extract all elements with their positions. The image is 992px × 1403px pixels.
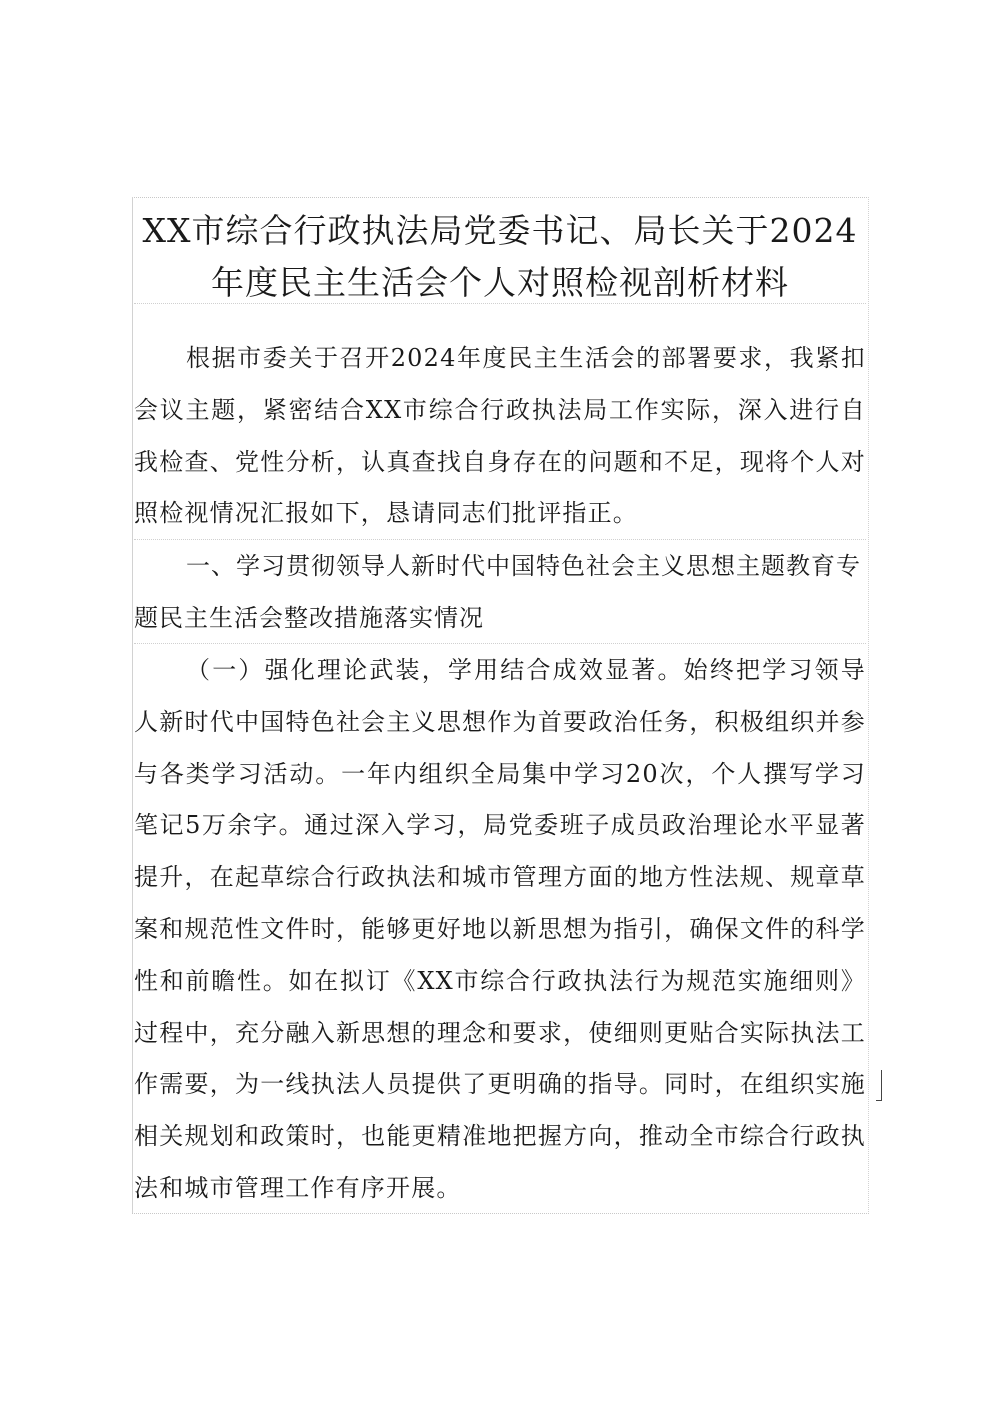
text-cursor-marker (876, 1070, 882, 1101)
section-1-paragraph-1: （一）强化理论武装，学用结合成效显著。始终把学习领导人新时代中国特色社会主义思想作为首要政治任务，积极组织并参与各类学习活动。一年内组织全局集中学习20次，个人撰写学习笔记5万余字。通过深入学习，局党委班子成员政治理论水平显著提升，在起草综合行政执法和城市管理方面的地方性法规、规章草案和规范性文件时，能够更好地以新思想为指引，确保文件的科学性和前瞻性。如在拟订《XX市综合行政执法行为规范实施细则》过程中，充分融入新思想的理念和要求，使细则更贴合实际执法工作需要，为一线执法人员提供了更明确的指导。同时，在组织实施相关规划和政策时，也能更精准地把握方向，推动全市综合行政执法和城市管理工作有序开展。 (134, 656, 866, 1202)
text-boundary-right (868, 197, 869, 1214)
intro-paragraph: 根据市委关于召开2024年度民主生活会的部署要求，我紧扣会议主题，紧密结合XX市综合行政执法局工作实际，深入进行自我检查、党性分析，认真查找自身存在的问题和不足，现将个人对照检视情况汇报如下，恳请同志们批评指正。 (134, 344, 866, 528)
section-heading-1: 一、学习贯彻领导人新时代中国特色社会主义思想主题教育专题民主生活会整改措施落实情况 (134, 552, 861, 632)
text-boundary-left (132, 197, 133, 1214)
text-boundary-top (132, 197, 869, 198)
heading-separator (134, 643, 866, 644)
title-separator (134, 303, 866, 304)
intro-separator (134, 539, 866, 540)
document-title: XX市综合行政执法局党委书记、局长关于2024年度民主生活会个人对照检视剖析材料 (142, 211, 858, 302)
